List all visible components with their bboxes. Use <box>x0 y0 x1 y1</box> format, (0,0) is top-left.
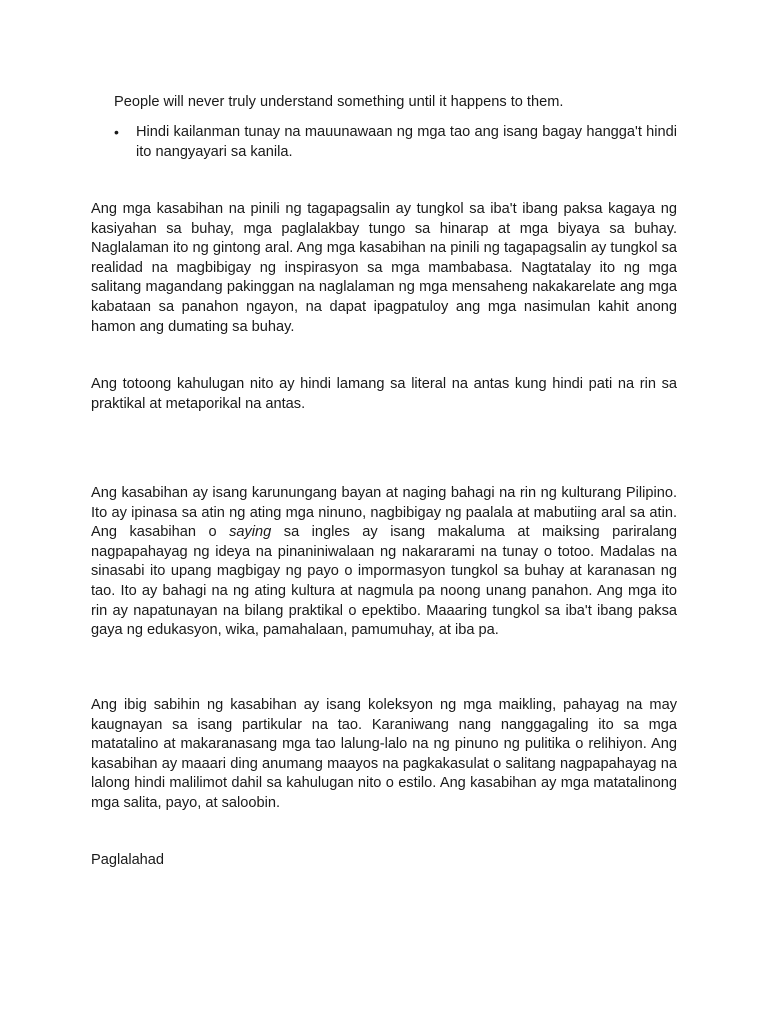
section-heading: Paglalahad <box>91 852 165 868</box>
bullet-item <box>114 123 677 162</box>
paragraph-3-text-start: Ang kasabihan ay isang karunungang bayan at naging bahagi na rin ng kulturang Pilipino. Ito ay ipinasa sa atin ng ating mga ninuno, nagbibigay ng paalala at mabutiing aral sa atin. Ang kasabihan o <box>91 485 677 541</box>
paragraph-1: Ang mga kasabihan na pinili ng tagapagsalin ay tungkol sa iba't ibang paksa kagaya ng kasiyahan sa buhay, mga paglalakbay tungo sa hinarap at mga biyaya sa buhay. Naglalaman ito ng gintong aral. Ang mga kasabihan na pinili ng tagapagsalin ay tungkol sa realidad na magbibigay ng inspirasyon sa mga mambabasa. Nagtatalay ito ng mga salitang magandang pakinggan na naglalaman ng mga mensaheng nakakarelate ang mga kabataan sa panahon ngayon, na dapat ipagpatuloy ang mga nasimulan kahit anong hamon ang dumating sa buhay. <box>91 201 677 335</box>
bullet-icon: • <box>114 124 119 140</box>
paragraph-3 <box>91 484 677 641</box>
tagalog-quote: Hindi kailanman tunay na mauunawaan ng mga tao ang isang bagay hangga't hindi ito nangyayari sa kanila. <box>136 124 677 160</box>
paragraph-2: Ang totoong kahulugan nito ay hindi lamang sa literal na antas kung hindi pati na rin sa praktikal at metaporikal na antas. <box>91 376 677 412</box>
paragraph-3-italic-word: saying <box>229 524 272 541</box>
english-quote: People will never truly understand something until it happens to them. <box>114 94 564 110</box>
paragraph-3-text-end: sa ingles ay isang makaluma at maiksing pariralang nagpapahayag ng ideya na pinaniniwalaan ng nakararami na tunay o totoo. Madalas na sinasabi ito upang magbigay ng payo o impormasyon tungkol sa buhay at karanasan ng tao. Ito ay bahagi na ng ating kultura at nagmula pa noong unang panahon. Ang mga ito rin ay napatunayan na bilang praktikal o epektibo. Maaaring tungkol sa iba't ibang paksa gaya ng edukasyon, wika, pamahalaan, pamumuhay, at iba pa. <box>91 524 678 639</box>
paragraph-4: Ang ibig sabihin ng kasabihan ay isang koleksyon ng mga maikling, pahayag na may kaugnayan sa isang partikular na tao. Karaniwang nang nanggagaling ito sa mga matatalino at makaranasang mga tao lalung-lalo na ng pinuno ng pulitika o relihiyon. Ang kasabihan ay maaari ding anumang maayos na pagkakasulat o salitang nagpapahayag na lalong hindi malilimot dahil sa kahulugan nito o estilo. Ang kasabihan ay mga matatalinong mga salita, payo, at saloobin. <box>91 697 677 811</box>
